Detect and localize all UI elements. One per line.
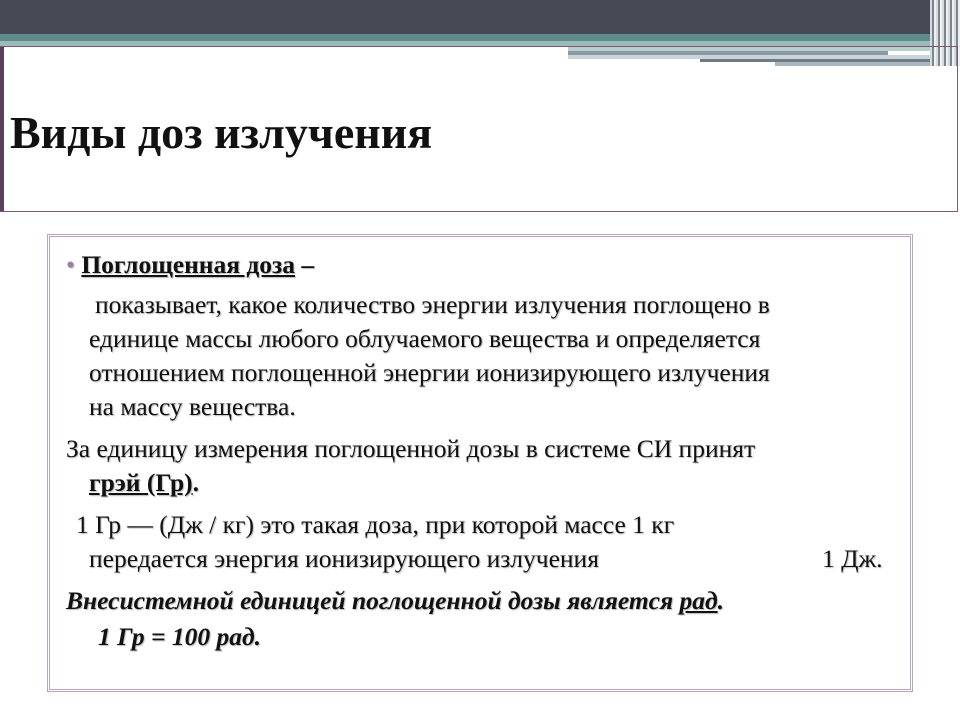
page-title: Виды доз излучения <box>10 107 433 158</box>
gray-definition-line-1: 1 Гр — (Дж / кг) это такая доза, при которой массе 1 кг <box>76 510 675 539</box>
gray-rad-equation: 1 Гр = 100 рад. <box>98 622 261 651</box>
definition-line-3: отношением поглощенной энергии ионизирующего излучения <box>89 358 770 387</box>
non-system-period: . <box>717 586 725 615</box>
non-system-unit: рад <box>679 586 718 615</box>
si-unit-name-line <box>89 468 199 498</box>
definition-line-2: единице массы любого облучаемого вещества и определяется <box>89 324 761 353</box>
top-decor-bar <box>0 0 960 34</box>
definition-line-4: на массу вещества. <box>89 392 296 421</box>
bullet-marker: • <box>66 250 75 279</box>
si-unit-name: грэй (Гр) <box>89 468 193 497</box>
definition-line-1: показывает, какое количество энергии излучения поглощено в <box>95 290 770 319</box>
top-decor-stripe-teal <box>0 34 960 41</box>
term-dash: – <box>301 250 315 279</box>
gray-definition-value: 1 Дж. <box>822 544 883 573</box>
term-absorbed-dose: Поглощенная доза <box>81 250 296 279</box>
si-unit-period: . <box>192 468 200 497</box>
bullet-line-absorbed-dose <box>66 250 314 280</box>
non-system-unit-line <box>66 586 724 616</box>
gray-definition-line-2: передается энергия ионизирующего излучения <box>89 544 599 573</box>
si-unit-line: За единицу измерения поглощенной дозы в системе СИ принят <box>66 434 756 463</box>
non-system-text: Внесистемной единицей поглощенной дозы является <box>66 586 674 615</box>
